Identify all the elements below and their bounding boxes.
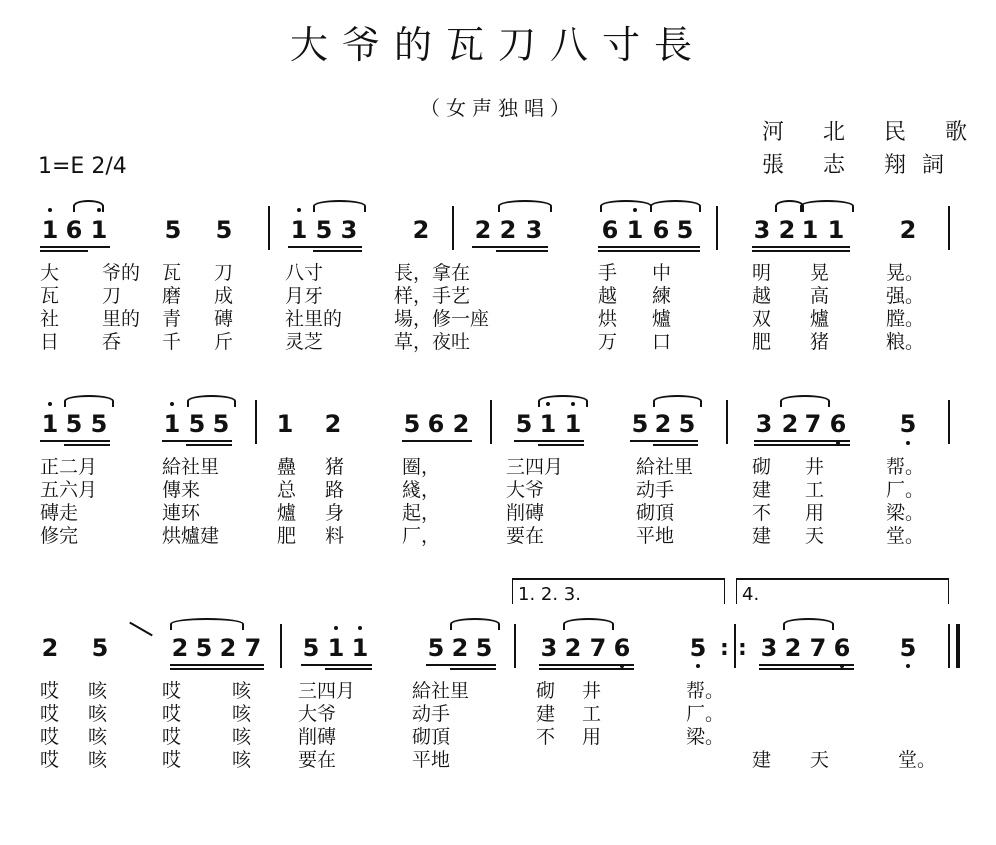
lyric: 練 bbox=[652, 285, 672, 307]
lyric: 爐 bbox=[810, 308, 830, 330]
lyric: 咳 bbox=[232, 703, 252, 725]
lyric: 社 bbox=[40, 308, 60, 330]
beam-line bbox=[40, 250, 88, 252]
lyric: 大爷 bbox=[298, 703, 337, 725]
slide-mark bbox=[129, 622, 153, 637]
credit-lyricist: 張 志 翔詞 bbox=[762, 153, 960, 178]
lyric: 平地 bbox=[412, 749, 451, 771]
lyric: 路 bbox=[325, 479, 345, 501]
beam-line bbox=[539, 668, 634, 670]
lyric: 綫， bbox=[402, 479, 441, 501]
lyric: 帮。 bbox=[886, 456, 925, 478]
lyric: 場，修一座 bbox=[394, 308, 490, 330]
lyric: 正二月 bbox=[40, 456, 98, 478]
lyric: 用 bbox=[582, 726, 602, 748]
lyric: 晃 bbox=[810, 262, 830, 284]
repeat-colon: : bbox=[720, 636, 729, 661]
note: 5 bbox=[631, 410, 649, 438]
note: 1 bbox=[327, 634, 345, 662]
beam-line bbox=[653, 444, 698, 446]
barline bbox=[716, 206, 718, 250]
note: 1 bbox=[351, 634, 369, 662]
note: 5 bbox=[475, 634, 493, 662]
lyric: 越 bbox=[598, 285, 618, 307]
barline bbox=[268, 206, 270, 250]
barline bbox=[726, 400, 728, 444]
barline bbox=[948, 400, 950, 444]
note: 6 bbox=[601, 216, 619, 244]
note: 5 bbox=[188, 410, 206, 438]
tie-slur bbox=[600, 200, 652, 212]
note: 6 bbox=[833, 634, 851, 662]
note: 5 bbox=[899, 410, 917, 438]
note: 1 bbox=[290, 216, 308, 244]
lyric: 咳 bbox=[232, 749, 252, 771]
lyric: 八寸 bbox=[285, 262, 324, 284]
note: 2 bbox=[474, 216, 492, 244]
note: 5 bbox=[676, 216, 694, 244]
note: 2 bbox=[781, 410, 799, 438]
lyric: 用 bbox=[805, 502, 825, 524]
lyric: 工 bbox=[805, 479, 825, 501]
beam-line bbox=[186, 444, 232, 446]
lyric: 晃。 bbox=[886, 262, 925, 284]
lyric: 磨 bbox=[162, 285, 182, 307]
lyric: 呑 bbox=[102, 331, 122, 353]
note: 2 bbox=[778, 216, 796, 244]
lyric: 斤 bbox=[214, 331, 234, 353]
barline bbox=[490, 400, 492, 444]
lyric: 要在 bbox=[506, 525, 545, 547]
lyric: 烘爐建 bbox=[162, 525, 220, 547]
lyric: 工 bbox=[582, 703, 602, 725]
note: 2 bbox=[452, 410, 470, 438]
lyric: 万 bbox=[598, 331, 618, 353]
note: 6 bbox=[65, 216, 83, 244]
lyric: 哎 bbox=[162, 749, 182, 771]
octave-dot bbox=[297, 208, 301, 212]
tie-slur bbox=[450, 618, 500, 630]
beam-line bbox=[598, 250, 700, 252]
octave-dot bbox=[906, 664, 910, 668]
lyric: 中 bbox=[652, 262, 672, 284]
lyric: 哎 bbox=[162, 703, 182, 725]
lyric: 大 bbox=[40, 262, 60, 284]
beam-line bbox=[288, 246, 362, 248]
lyric: 千 bbox=[162, 331, 182, 353]
octave-dot bbox=[696, 664, 700, 668]
beam-line bbox=[450, 668, 496, 670]
beam-line bbox=[426, 664, 496, 666]
tie-slur bbox=[650, 200, 701, 212]
barline bbox=[948, 206, 950, 250]
octave-dot bbox=[48, 402, 52, 406]
note: 1 bbox=[163, 410, 181, 438]
song-title: 大爷的瓦刀八寸長 bbox=[289, 23, 706, 67]
beam-line bbox=[514, 440, 584, 442]
note: 5 bbox=[65, 410, 83, 438]
lyric: 里的 bbox=[102, 308, 141, 330]
lyric: 修完 bbox=[40, 525, 79, 547]
lyric: 爐 bbox=[277, 502, 297, 524]
note: 5 bbox=[427, 634, 445, 662]
note: 6 bbox=[829, 410, 847, 438]
note: 1 bbox=[801, 216, 819, 244]
lyric: 厂。 bbox=[686, 703, 725, 725]
beam-line bbox=[496, 250, 548, 252]
lyric: 哎 bbox=[40, 726, 60, 748]
tie-slur bbox=[73, 200, 104, 212]
lyric: 粮。 bbox=[886, 331, 925, 353]
note: 1 bbox=[41, 410, 59, 438]
note: 5 bbox=[315, 216, 333, 244]
lyric: 料 bbox=[325, 525, 345, 547]
volta-second: 4. bbox=[742, 584, 760, 605]
beam-line bbox=[752, 246, 850, 248]
note: 2 bbox=[451, 634, 469, 662]
barline bbox=[948, 624, 950, 668]
note: 5 bbox=[215, 216, 233, 244]
volta-first: 1. 2. 3. bbox=[518, 584, 581, 605]
note: 1 bbox=[564, 410, 582, 438]
lyric: 圈， bbox=[402, 456, 441, 478]
beam-line bbox=[301, 664, 372, 666]
note: 2 bbox=[499, 216, 517, 244]
barline bbox=[512, 578, 513, 604]
lyric: 咳 bbox=[88, 703, 108, 725]
lyric: 起， bbox=[402, 502, 441, 524]
lyric: 砌 bbox=[536, 680, 556, 702]
note: 2 bbox=[324, 410, 342, 438]
volta-line-2 bbox=[736, 578, 948, 580]
tie-slur bbox=[64, 395, 114, 407]
lyric: 傳来 bbox=[162, 479, 201, 501]
note: 5 bbox=[195, 634, 213, 662]
lyric: 口 bbox=[652, 331, 672, 353]
lyric: 越 bbox=[752, 285, 772, 307]
lyric: 建 bbox=[536, 703, 556, 725]
lyric: 动手 bbox=[636, 479, 675, 501]
lyric: 咳 bbox=[232, 680, 252, 702]
note: 3 bbox=[525, 216, 543, 244]
barline bbox=[452, 206, 454, 250]
lyric: 哎 bbox=[40, 680, 60, 702]
note: 1 bbox=[41, 216, 59, 244]
tie-slur bbox=[563, 618, 614, 630]
lyric: 瓦 bbox=[162, 262, 182, 284]
lyric: 刀 bbox=[102, 285, 122, 307]
lyric: 要在 bbox=[298, 749, 337, 771]
lyric: 样，手艺 bbox=[394, 285, 471, 307]
note: 1 bbox=[276, 410, 294, 438]
lyric: 身 bbox=[325, 502, 345, 524]
lyric: 建 bbox=[752, 525, 772, 547]
beam-line bbox=[40, 440, 110, 442]
note: 7 bbox=[244, 634, 262, 662]
lyric: 双 bbox=[752, 308, 772, 330]
note: 3 bbox=[340, 216, 358, 244]
note: 1 bbox=[90, 216, 108, 244]
barline bbox=[514, 624, 516, 668]
beam-line bbox=[40, 246, 110, 248]
note: 3 bbox=[760, 634, 778, 662]
lyric: 井 bbox=[805, 456, 825, 478]
note: 2 bbox=[784, 634, 802, 662]
note: 2 bbox=[171, 634, 189, 662]
lyric: 建 bbox=[752, 479, 772, 501]
lyric: 給社里 bbox=[162, 456, 220, 478]
lyric: 总 bbox=[277, 479, 297, 501]
lyric: 肥 bbox=[752, 331, 772, 353]
beam-line bbox=[170, 668, 264, 670]
note: 1 bbox=[626, 216, 644, 244]
lyric: 梁。 bbox=[686, 726, 725, 748]
tie-slur bbox=[783, 618, 834, 630]
note: 2 bbox=[654, 410, 672, 438]
lyric: 帮。 bbox=[686, 680, 725, 702]
credit-origin: 河 北 民 歌 bbox=[762, 120, 983, 145]
lyric: 青 bbox=[162, 308, 182, 330]
note: 6 bbox=[427, 410, 445, 438]
note: 5 bbox=[689, 634, 707, 662]
barline bbox=[956, 624, 960, 668]
beam-line bbox=[630, 440, 698, 442]
note: 5 bbox=[403, 410, 421, 438]
lyric: 膛。 bbox=[886, 308, 925, 330]
beam-line bbox=[752, 250, 800, 252]
tie-slur bbox=[170, 618, 244, 630]
key-signature: 1=E 2/4 bbox=[38, 154, 127, 179]
octave-dot bbox=[170, 402, 174, 406]
note: 7 bbox=[809, 634, 827, 662]
lyric: 大爷 bbox=[506, 479, 545, 501]
note: 5 bbox=[515, 410, 533, 438]
lyric: 肥 bbox=[277, 525, 297, 547]
lyric: 天 bbox=[805, 525, 825, 547]
octave-dot bbox=[906, 441, 910, 445]
note: 5 bbox=[302, 634, 320, 662]
note: 5 bbox=[90, 410, 108, 438]
lyric: 烘 bbox=[598, 308, 618, 330]
note: 2 bbox=[899, 216, 917, 244]
note: 2 bbox=[412, 216, 430, 244]
note: 5 bbox=[164, 216, 182, 244]
repeat-colon: : bbox=[738, 636, 747, 661]
volta-line-1 bbox=[512, 578, 724, 580]
barline bbox=[280, 624, 282, 668]
tie-slur bbox=[538, 395, 588, 407]
lyric: 爐 bbox=[652, 308, 672, 330]
note: 2 bbox=[219, 634, 237, 662]
beam-line bbox=[325, 668, 372, 670]
beam-line bbox=[402, 440, 472, 442]
lyric: 給社里 bbox=[412, 680, 470, 702]
lyric: 哎 bbox=[40, 749, 60, 771]
lyric: 爷的 bbox=[102, 262, 141, 284]
lyric: 砌 bbox=[752, 456, 772, 478]
octave-dot bbox=[358, 626, 362, 630]
beam-line bbox=[64, 444, 110, 446]
tie-slur bbox=[313, 200, 366, 212]
lyric: 削磚 bbox=[298, 726, 337, 748]
note: 1 bbox=[827, 216, 845, 244]
barline bbox=[948, 578, 949, 604]
lyric: 厂， bbox=[402, 525, 441, 547]
tie-slur bbox=[800, 200, 854, 212]
lyric: 高 bbox=[810, 285, 830, 307]
lyric: 咳 bbox=[88, 749, 108, 771]
note: 2 bbox=[41, 634, 59, 662]
lyric: 日 bbox=[40, 331, 60, 353]
beam-line bbox=[754, 444, 850, 446]
lyric: 井 bbox=[582, 680, 602, 702]
beam-line bbox=[313, 250, 362, 252]
lyric: 哎 bbox=[162, 680, 182, 702]
note: 5 bbox=[212, 410, 230, 438]
lyric: 猪 bbox=[325, 456, 345, 478]
lyric: 草，夜吐 bbox=[394, 331, 471, 353]
tie-slur bbox=[653, 395, 702, 407]
lyric: 哎 bbox=[162, 726, 182, 748]
lyric: 强。 bbox=[886, 285, 925, 307]
octave-dot bbox=[334, 626, 338, 630]
lyric: 連环 bbox=[162, 502, 201, 524]
beam-line bbox=[170, 664, 264, 666]
lyric: 長，拿在 bbox=[394, 262, 471, 284]
note: 3 bbox=[753, 216, 771, 244]
lyric: 月牙 bbox=[285, 285, 324, 307]
lyric: 堂。 bbox=[898, 749, 937, 771]
lyric: 社里的 bbox=[285, 308, 343, 330]
note: 2 bbox=[564, 634, 582, 662]
lyric: 砌頂 bbox=[412, 726, 451, 748]
lyric: 建 bbox=[752, 749, 772, 771]
beam-line bbox=[759, 668, 854, 670]
lyric: 灵芝 bbox=[285, 331, 324, 353]
barline bbox=[724, 578, 725, 604]
beam-line bbox=[754, 440, 850, 442]
beam-line bbox=[472, 246, 548, 248]
note: 1 bbox=[539, 410, 557, 438]
lyric: 厂。 bbox=[886, 479, 925, 501]
lyric: 哎 bbox=[40, 703, 60, 725]
lyric: 三四月 bbox=[506, 456, 564, 478]
lyric: 給社里 bbox=[636, 456, 694, 478]
beam-line bbox=[162, 440, 232, 442]
beam-line bbox=[759, 664, 854, 666]
tie-slur bbox=[187, 395, 236, 407]
octave-dot bbox=[48, 208, 52, 212]
barline bbox=[734, 624, 736, 668]
note: 6 bbox=[613, 634, 631, 662]
note: 5 bbox=[91, 634, 109, 662]
lyric: 堂。 bbox=[886, 525, 925, 547]
tie-slur bbox=[498, 200, 552, 212]
lyric: 三四月 bbox=[298, 680, 356, 702]
lyric: 瓦 bbox=[40, 285, 60, 307]
lyric: 咳 bbox=[232, 726, 252, 748]
barline bbox=[736, 578, 737, 604]
lyric: 咳 bbox=[88, 680, 108, 702]
lyric: 砌頂 bbox=[636, 502, 675, 524]
note: 3 bbox=[540, 634, 558, 662]
lyric: 明 bbox=[752, 262, 772, 284]
note: 7 bbox=[589, 634, 607, 662]
note: 5 bbox=[899, 634, 917, 662]
note: 7 bbox=[804, 410, 822, 438]
lyric: 手 bbox=[598, 262, 618, 284]
lyric: 梁。 bbox=[886, 502, 925, 524]
lyric: 不 bbox=[752, 502, 772, 524]
lyric: 平地 bbox=[636, 525, 675, 547]
lyric: 刀 bbox=[214, 262, 234, 284]
beam-line bbox=[800, 250, 850, 252]
lyric: 成 bbox=[214, 285, 234, 307]
tie-slur bbox=[780, 395, 830, 407]
beam-line bbox=[538, 444, 584, 446]
lyric: 动手 bbox=[412, 703, 451, 725]
barline bbox=[255, 400, 257, 444]
note: 3 bbox=[755, 410, 773, 438]
note: 5 bbox=[678, 410, 696, 438]
lyric: 五六月 bbox=[40, 479, 98, 501]
lyric: 磚走 bbox=[40, 502, 79, 524]
song-subtitle: （女声独唱） bbox=[420, 96, 576, 120]
lyric: 蠱 bbox=[277, 456, 297, 478]
beam-line bbox=[539, 664, 634, 666]
beam-line bbox=[598, 246, 700, 248]
lyric: 不 bbox=[536, 726, 556, 748]
lyric: 削磚 bbox=[506, 502, 545, 524]
lyric: 猪 bbox=[810, 331, 830, 353]
lyric: 磚 bbox=[214, 308, 234, 330]
note: 6 bbox=[652, 216, 670, 244]
lyric: 天 bbox=[810, 749, 830, 771]
lyric: 咳 bbox=[88, 726, 108, 748]
